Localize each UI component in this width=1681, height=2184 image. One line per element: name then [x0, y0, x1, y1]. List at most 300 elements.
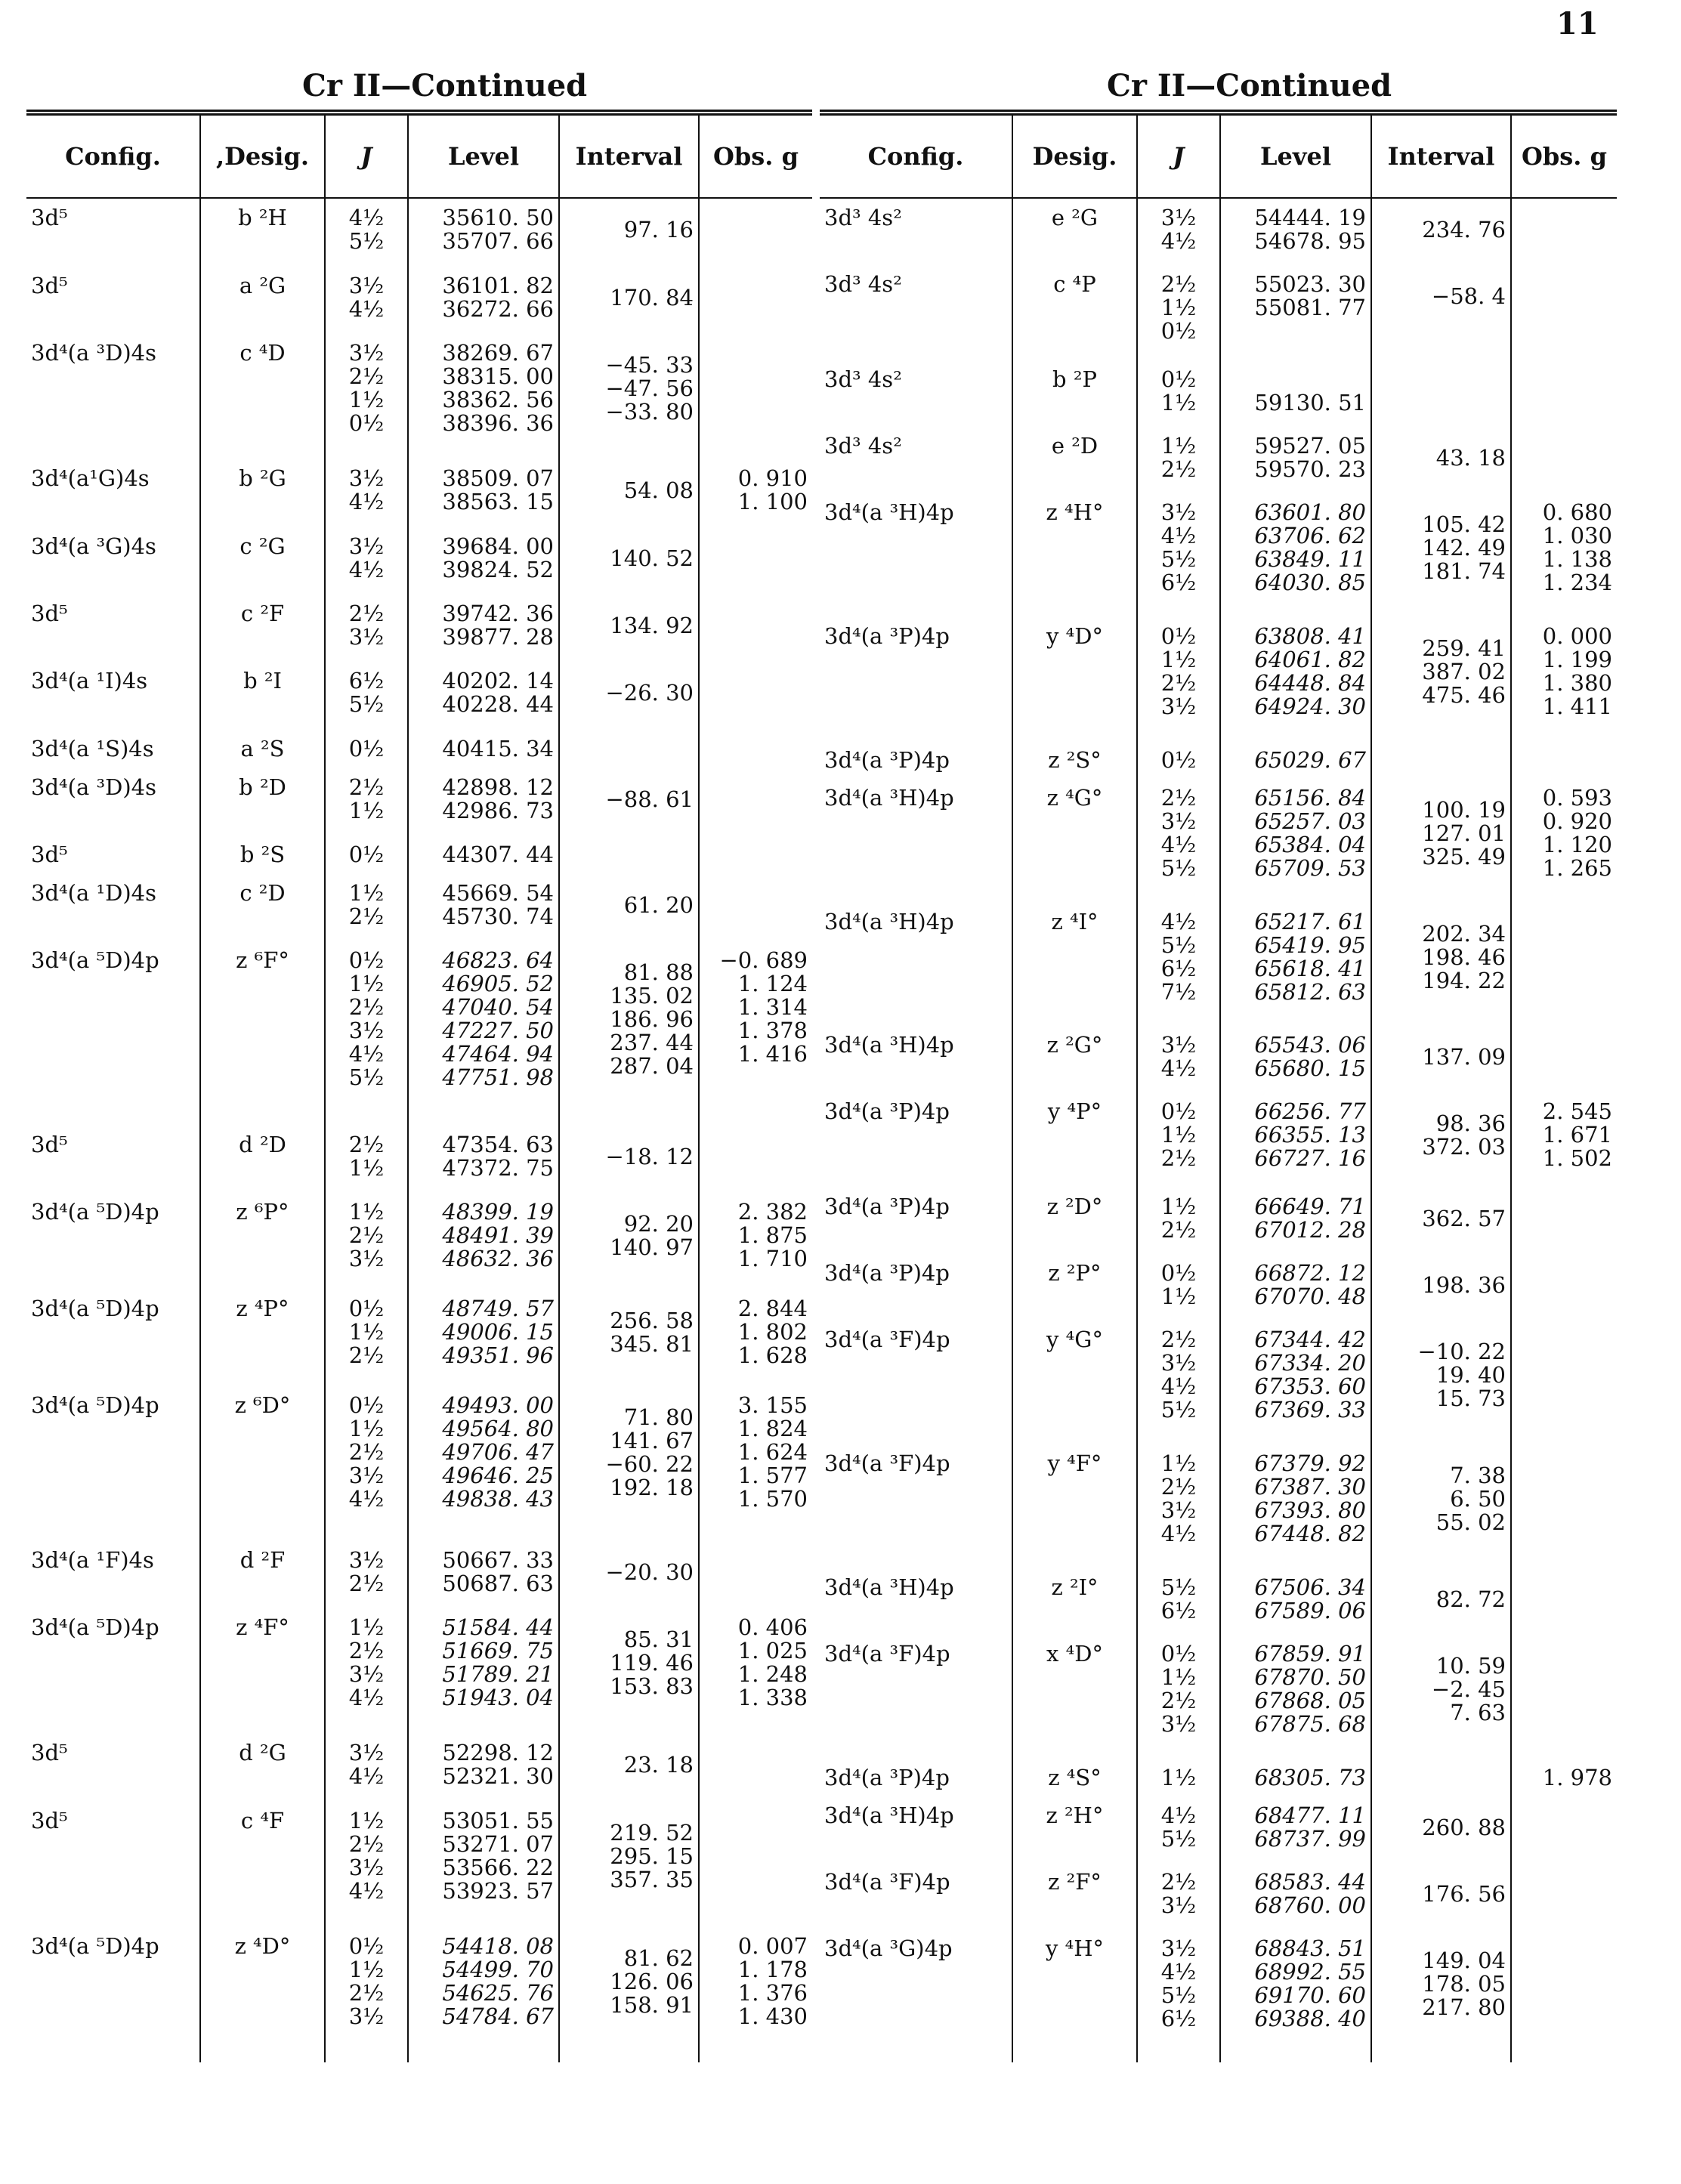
config-cell: 3d⁵ [31, 601, 68, 627]
j-value-cell: 0½ [325, 836, 408, 874]
table-row [26, 1541, 812, 1608]
table-row [820, 427, 1617, 493]
obs-g-cell [1511, 427, 1617, 493]
designation-cell: b ²G [200, 459, 325, 527]
config-cell: 3d⁵ [31, 205, 68, 230]
j-value-cell: 1½ 2½ [325, 874, 408, 941]
header-config: Config. [26, 115, 200, 199]
obs-g-cell [1511, 903, 1617, 1027]
obs-g-cell [1511, 1929, 1617, 2053]
config-cell: 3d⁴(a ⁵D)4p [31, 1933, 159, 1960]
j-value-cell: 2½ 3½ 4½ 5½ [1137, 779, 1220, 903]
table-row [820, 1635, 1617, 1759]
designation-cell: z ⁴H° [1012, 493, 1137, 617]
obs-g-cell: 0. 910 1. 100 [699, 459, 812, 527]
interval-cell: 362. 57 [1371, 1188, 1511, 1254]
designation-cell: c ²F [200, 595, 325, 662]
filler-cell [1220, 2053, 1371, 2062]
j-value-cell: 1½ 2½ 3½ 4½ [325, 1608, 408, 1734]
interval-cell [559, 730, 699, 768]
level-cell: 55023. 30 55081. 77 [1220, 265, 1371, 360]
j-value-cell: 1½ 2½ [1137, 427, 1220, 493]
table-row [26, 1193, 812, 1290]
obs-g-cell [1511, 1321, 1617, 1444]
config-cell: 3d⁵ [31, 1807, 68, 1833]
table-row [26, 1290, 812, 1386]
config-cell: 3d⁴(a ⁵D)4p [31, 1199, 159, 1225]
interval-cell: 149. 04 178. 05 217. 80 [1371, 1929, 1511, 2053]
designation-cell: b ²D [200, 768, 325, 836]
config-cell: 3d⁴(a ³D)4s [31, 774, 156, 800]
config-cell: 3d⁵ [31, 272, 68, 298]
level-cell: 44307. 44 [408, 836, 559, 874]
obs-g-cell [1511, 1796, 1617, 1863]
table-row [26, 730, 812, 768]
config-cell: 3d⁵ [31, 1740, 68, 1766]
level-cell: 38509. 07 38563. 15 [408, 459, 559, 527]
interval-cell [1371, 360, 1511, 427]
level-cell: 52298. 12 52321. 30 [408, 1734, 559, 1801]
header-obs-g: Obs. g [1511, 115, 1617, 199]
interval-cell: 54. 08 [559, 459, 699, 527]
designation-cell: z ⁴P° [200, 1290, 325, 1386]
level-cell: 36101. 82 36272. 66 [408, 267, 559, 334]
filler-cell [820, 2053, 1012, 2062]
interval-cell: 7. 38 6. 50 55. 02 [1371, 1444, 1511, 1568]
filler-cell [1012, 2053, 1137, 2062]
level-cell: 59527. 05 59570. 23 [1220, 427, 1371, 493]
j-value-cell: 0½ 1½ [1137, 1254, 1220, 1321]
j-value-cell: 0½ 1½ 2½ 3½ 4½ [325, 1386, 408, 1541]
table-row [820, 265, 1617, 360]
obs-g-cell [1511, 1188, 1617, 1254]
header-desig: Desig. [1012, 115, 1137, 199]
interval-cell: 61. 20 [559, 874, 699, 941]
level-cell: 66649. 71 67012. 28 [1220, 1188, 1371, 1254]
table-row [26, 662, 812, 729]
table-row [820, 617, 1617, 741]
header-desig: ,Desig. [200, 115, 325, 199]
header-interval: Interval [1371, 115, 1511, 199]
level-cell: 65029. 67 [1220, 741, 1371, 779]
config-cell: 3d³ 4s² [824, 271, 902, 298]
table-row [26, 267, 812, 334]
designation-cell: z ²G° [1012, 1026, 1137, 1092]
filler-cell [26, 2053, 200, 2062]
obs-g-cell: 3. 155 1. 824 1. 624 1. 577 1. 570 [699, 1386, 812, 1541]
interval-cell: 23. 18 [559, 1734, 699, 1801]
level-cell: 67506. 34 67589. 06 [1220, 1568, 1371, 1635]
config-cell: 3d⁴(a ³H)4p [824, 784, 954, 811]
obs-g-cell [1511, 198, 1617, 265]
table-row [820, 1254, 1617, 1321]
designation-cell: c ⁴F [200, 1802, 325, 1927]
j-value-cell: 3½ 4½ [1137, 1026, 1220, 1092]
config-cell: 3d⁴(a ⁵D)4p [31, 1295, 159, 1321]
table-row [26, 1802, 812, 1927]
config-cell: 3d⁴(a ⁵D)4p [31, 1614, 159, 1640]
config-cell: 3d⁴(a ³H)4p [824, 1802, 954, 1828]
interval-cell: 81. 62 126. 06 158. 91 [559, 1927, 699, 2053]
table-row [26, 1126, 812, 1193]
table-row [26, 1734, 812, 1801]
interval-cell: 202. 34 198. 46 194. 22 [1371, 903, 1511, 1027]
obs-g-cell: 0. 680 1. 030 1. 138 1. 234 [1511, 493, 1617, 617]
obs-g-cell [699, 768, 812, 836]
designation-cell: z ⁴S° [1012, 1759, 1137, 1796]
table-row [820, 1796, 1617, 1863]
level-cell: 66256. 77 66355. 13 66727. 16 [1220, 1092, 1371, 1188]
j-value-cell: 1½ 2½ [1137, 1188, 1220, 1254]
level-cell: 47354. 63 47372. 75 [408, 1126, 559, 1193]
interval-cell: −26. 30 [559, 662, 699, 729]
level-cell: 63808. 41 64061. 82 64448. 84 64924. 30 [1220, 617, 1371, 741]
designation-cell: z ²I° [1012, 1568, 1137, 1635]
obs-g-cell [699, 1541, 812, 1608]
designation-cell: x ⁴D° [1012, 1635, 1137, 1759]
table-row [820, 1092, 1617, 1188]
interval-cell [1371, 741, 1511, 779]
interval-cell: −45. 33 −47. 56 −33. 80 [559, 334, 699, 459]
obs-g-cell [699, 1734, 812, 1801]
interval-cell: 98. 36 372. 03 [1371, 1092, 1511, 1188]
obs-g-cell [1511, 265, 1617, 360]
table-row [26, 1608, 812, 1734]
filler-cell [325, 2053, 408, 2062]
designation-cell: a ²S [200, 730, 325, 768]
config-cell: 3d⁴(a ³G)4s [31, 533, 156, 559]
interval-cell: 71. 80 141. 67 −60. 22 192. 18 [559, 1386, 699, 1541]
designation-cell: c ²G [200, 527, 325, 595]
level-cell: 59130. 51 [1220, 360, 1371, 427]
designation-cell: z ²S° [1012, 741, 1137, 779]
obs-g-cell [1511, 1026, 1617, 1092]
obs-g-cell [1511, 1254, 1617, 1321]
obs-g-cell [699, 527, 812, 595]
j-value-cell: 3½ 4½ [325, 527, 408, 595]
config-cell: 3d⁴(a ¹S)4s [31, 735, 154, 761]
table-row [820, 1188, 1617, 1254]
obs-g-cell: 2. 382 1. 875 1. 710 [699, 1193, 812, 1290]
config-cell: 3d⁴(a ¹F)4s [31, 1546, 154, 1573]
config-cell: 3d⁴(a ⁵D)4p [31, 947, 159, 974]
header-level: Level [1220, 115, 1371, 199]
j-value-cell: 5½ 6½ [1137, 1568, 1220, 1635]
config-cell: 3d⁴(a ³H)4p [824, 908, 954, 934]
designation-cell: e ²D [1012, 427, 1137, 493]
interval-cell: 97. 16 [559, 198, 699, 267]
config-cell: 3d³ 4s² [824, 205, 902, 230]
table-row [820, 1568, 1617, 1635]
table-row [820, 903, 1617, 1027]
config-cell: 3d⁴(a ³H)4p [824, 499, 954, 526]
filler-cell [200, 2053, 325, 2062]
left-header-row [26, 115, 812, 199]
config-cell: 3d³ 4s² [824, 366, 902, 393]
table-row [26, 198, 812, 267]
table-row [820, 1026, 1617, 1092]
config-cell: 3d⁴(a ³F)4p [824, 1450, 950, 1477]
level-cell: 35610. 50 35707. 66 [408, 198, 559, 267]
interval-cell: 256. 58 345. 81 [559, 1290, 699, 1386]
j-value-cell: 2½ 1½ 0½ [1137, 265, 1220, 360]
table-row [26, 459, 812, 527]
designation-cell: z ⁴F° [200, 1608, 325, 1734]
j-value-cell: 2½ 1½ [325, 768, 408, 836]
level-cell: 68305. 73 [1220, 1759, 1371, 1796]
j-value-cell: 2½ 3½ [325, 595, 408, 662]
obs-g-cell [699, 595, 812, 662]
interval-cell: 10. 59 −2. 45 7. 63 [1371, 1635, 1511, 1759]
obs-g-cell [1511, 1568, 1617, 1635]
designation-cell: d ²D [200, 1126, 325, 1193]
config-cell: 3d⁴(a ³F)4p [824, 1868, 950, 1895]
designation-cell: z ⁶P° [200, 1193, 325, 1290]
j-value-cell: 0½ 1½ 2½ 3½ [1137, 617, 1220, 741]
level-cell: 68477. 11 68737. 99 [1220, 1796, 1371, 1863]
j-value-cell: 3½ 4½ [325, 459, 408, 527]
header-interval: Interval [559, 115, 699, 199]
j-value-cell: 0½ 1½ 2½ [325, 1290, 408, 1386]
level-cell: 67344. 42 67334. 20 67353. 60 67369. 33 [1220, 1321, 1371, 1444]
j-value-cell: 0½ 1½ 2½ 3½ 4½ 5½ [325, 941, 408, 1125]
j-value-cell: 3½ 2½ 1½ 0½ [325, 334, 408, 459]
level-cell: 46823. 64 46905. 52 47040. 54 47227. 50 47464. 94 47751. 98 [408, 941, 559, 1125]
level-cell: 51584. 44 51669. 75 51789. 21 51943. 04 [408, 1608, 559, 1734]
j-value-cell: 0½ [1137, 741, 1220, 779]
interval-cell: 219. 52 295. 15 357. 35 [559, 1802, 699, 1927]
filler-cell [1511, 2053, 1617, 2062]
obs-g-cell [699, 267, 812, 334]
left-top-rule [26, 110, 812, 112]
j-value-cell: 4½ 5½ 6½ 7½ [1137, 903, 1220, 1027]
j-value-cell: 4½ 5½ [1137, 1796, 1220, 1863]
config-cell: 3d⁵ [31, 1131, 68, 1157]
designation-cell: y ⁴F° [1012, 1444, 1137, 1568]
table-row [26, 527, 812, 595]
interval-cell: 176. 56 [1371, 1863, 1511, 1929]
interval-cell: 198. 36 [1371, 1254, 1511, 1321]
interval-cell: 134. 92 [559, 595, 699, 662]
j-value-cell: 1½ [1137, 1759, 1220, 1796]
interval-cell [559, 836, 699, 874]
obs-g-cell [1511, 741, 1617, 779]
interval-cell: −18. 12 [559, 1126, 699, 1193]
config-cell: 3d³ 4s² [824, 433, 902, 459]
interval-cell: −88. 61 [559, 768, 699, 836]
designation-cell: e ²G [1012, 198, 1137, 265]
config-cell: 3d⁴(a ³F)4p [824, 1640, 950, 1667]
designation-cell: c ⁴P [1012, 265, 1137, 360]
interval-cell [1371, 1759, 1511, 1796]
j-value-cell: 1½ 2½ 3½ 4½ [325, 1802, 408, 1927]
table-row [26, 874, 812, 941]
header-j: J [1137, 115, 1220, 199]
j-value-cell: 3½ 4½ [325, 267, 408, 334]
table-row [26, 1927, 812, 2053]
table-row [26, 941, 812, 1125]
j-value-cell: 3½ 4½ 5½ 6½ [1137, 493, 1220, 617]
j-value-cell: 4½ 5½ [325, 198, 408, 267]
header-level: Level [408, 115, 559, 199]
left-panel-title: Cr II—Continued [302, 68, 588, 103]
config-cell: 3d⁴(a¹G)4s [31, 465, 150, 492]
filler-cell [408, 2053, 559, 2062]
designation-cell: z ²F° [1012, 1863, 1137, 1929]
interval-cell: 140. 52 [559, 527, 699, 595]
obs-g-cell [699, 334, 812, 459]
level-cell: 48749. 57 49006. 15 49351. 96 [408, 1290, 559, 1386]
config-cell: 3d⁴(a ³P)4p [824, 1764, 950, 1790]
table-row [26, 334, 812, 459]
header-j: J [325, 115, 408, 199]
filler-cell [559, 2053, 699, 2062]
interval-cell: 234. 76 [1371, 198, 1511, 265]
level-cell: 67379. 92 67387. 30 67393. 80 67448. 82 [1220, 1444, 1371, 1568]
right-header-row [820, 115, 1617, 199]
table-filler-row [820, 2053, 1617, 2062]
obs-g-cell: 1. 978 [1511, 1759, 1617, 1796]
designation-cell: y ⁴G° [1012, 1321, 1137, 1444]
j-value-cell: 1½ 2½ 3½ 4½ [1137, 1444, 1220, 1568]
designation-cell: z ⁴D° [200, 1927, 325, 2053]
designation-cell: a ²G [200, 267, 325, 334]
page-number: 11 [1556, 6, 1599, 42]
config-cell: 3d⁴(a ³P)4p [824, 746, 950, 773]
obs-g-cell [699, 874, 812, 941]
designation-cell: b ²I [200, 662, 325, 729]
j-value-cell: 2½ 1½ [325, 1126, 408, 1193]
designation-cell: c ⁴D [200, 334, 325, 459]
interval-cell: 259. 41 387. 02 475. 46 [1371, 617, 1511, 741]
j-value-cell: 2½ 3½ 4½ 5½ [1137, 1321, 1220, 1444]
obs-g-cell [699, 730, 812, 768]
level-cell: 65156. 84 65257. 03 65384. 04 65709. 53 [1220, 779, 1371, 903]
j-value-cell: 2½ 3½ [1137, 1863, 1220, 1929]
filler-cell [1371, 2053, 1511, 2062]
level-cell: 39742. 36 39877. 28 [408, 595, 559, 662]
level-cell: 40202. 14 40228. 44 [408, 662, 559, 729]
right-top-rule [820, 110, 1617, 112]
interval-cell: 260. 88 [1371, 1796, 1511, 1863]
config-cell: 3d⁴(a ³F)4p [824, 1327, 950, 1353]
designation-cell: z ²D° [1012, 1188, 1137, 1254]
left-level-table [26, 113, 812, 2062]
level-cell: 45669. 54 45730. 74 [408, 874, 559, 941]
level-cell: 54418. 08 54499. 70 54625. 76 54784. 67 [408, 1927, 559, 2053]
config-cell: 3d⁴(a ⁵D)4p [31, 1392, 159, 1418]
designation-cell: d ²F [200, 1541, 325, 1608]
level-cell: 42898. 12 42986. 73 [408, 768, 559, 836]
level-cell: 53051. 55 53271. 07 53566. 22 53923. 57 [408, 1802, 559, 1927]
obs-g-cell: 2. 545 1. 671 1. 502 [1511, 1092, 1617, 1188]
designation-cell: b ²H [200, 198, 325, 267]
interval-cell: −58. 4 [1371, 265, 1511, 360]
designation-cell: y ⁴P° [1012, 1092, 1137, 1188]
j-value-cell: 0½ 1½ [1137, 360, 1220, 427]
level-cell: 38269. 67 38315. 00 38362. 56 38396. 36 [408, 334, 559, 459]
level-cell: 65543. 06 65680. 15 [1220, 1026, 1371, 1092]
obs-g-cell [699, 662, 812, 729]
table-row [820, 1863, 1617, 1929]
filler-cell [1137, 2053, 1220, 2062]
config-cell: 3d⁴(a ³P)4p [824, 1194, 950, 1220]
designation-cell: y ⁴H° [1012, 1929, 1137, 2053]
obs-g-cell [1511, 1863, 1617, 1929]
j-value-cell: 0½ [325, 730, 408, 768]
obs-g-cell [1511, 360, 1617, 427]
interval-cell: 43. 18 [1371, 427, 1511, 493]
header-config: Config. [820, 115, 1012, 199]
interval-cell: 85. 31 119. 46 153. 83 [559, 1608, 699, 1734]
config-cell: 3d⁴(a ³P)4p [824, 1260, 950, 1287]
designation-cell: d ²G [200, 1734, 325, 1801]
obs-g-cell [699, 836, 812, 874]
designation-cell: b ²S [200, 836, 325, 874]
interval-cell: 81. 88 135. 02 186. 96 237. 44 287. 04 [559, 941, 699, 1125]
j-value-cell: 3½ 4½ [325, 1734, 408, 1801]
interval-cell: 100. 19 127. 01 325. 49 [1371, 779, 1511, 903]
header-obs-g: Obs. g [699, 115, 812, 199]
interval-cell: 105. 42 142. 49 181. 74 [1371, 493, 1511, 617]
interval-cell: 170. 84 [559, 267, 699, 334]
table-row [820, 741, 1617, 779]
level-cell: 68583. 44 68760. 00 [1220, 1863, 1371, 1929]
j-value-cell: 3½ 4½ 5½ 6½ [1137, 1929, 1220, 2053]
table-row [820, 1929, 1617, 2053]
j-value-cell: 0½ 1½ 2½ 3½ [1137, 1635, 1220, 1759]
j-value-cell: 0½ 1½ 2½ 3½ [325, 1927, 408, 2053]
obs-g-cell [1511, 1635, 1617, 1759]
config-cell: 3d⁵ [31, 842, 68, 868]
level-cell: 48399. 19 48491. 39 48632. 36 [408, 1193, 559, 1290]
designation-cell: y ⁴D° [1012, 617, 1137, 741]
obs-g-cell [699, 1802, 812, 1927]
obs-g-cell: 0. 007 1. 178 1. 376 1. 430 [699, 1927, 812, 2053]
designation-cell: z ⁴G° [1012, 779, 1137, 903]
config-cell: 3d⁴(a ¹I)4s [31, 668, 148, 694]
obs-g-cell: 0. 593 0. 920 1. 120 1. 265 [1511, 779, 1617, 903]
designation-cell: c ²D [200, 874, 325, 941]
table-row [820, 1759, 1617, 1796]
table-row [26, 768, 812, 836]
interval-cell: 92. 20 140. 97 [559, 1193, 699, 1290]
designation-cell: z ⁴I° [1012, 903, 1137, 1027]
j-value-cell: 0½ 1½ 2½ [1137, 1092, 1220, 1188]
config-cell: 3d⁴(a ³H)4p [824, 1574, 954, 1600]
obs-g-cell: 0. 406 1. 025 1. 248 1. 338 [699, 1608, 812, 1734]
designation-cell: z ²H° [1012, 1796, 1137, 1863]
table-filler-row [26, 2053, 812, 2062]
designation-cell: z ²P° [1012, 1254, 1137, 1321]
obs-g-cell [699, 198, 812, 267]
level-cell: 63601. 80 63706. 62 63849. 11 64030. 85 [1220, 493, 1371, 617]
interval-cell: −10. 22 19. 40 15. 73 [1371, 1321, 1511, 1444]
j-value-cell: 3½ 4½ [1137, 198, 1220, 265]
config-cell: 3d⁴(a ³H)4p [824, 1032, 954, 1058]
filler-cell [699, 2053, 812, 2062]
right-level-table [820, 113, 1617, 2062]
interval-cell: −20. 30 [559, 1541, 699, 1608]
table-row [26, 595, 812, 662]
table-row [820, 198, 1617, 265]
level-cell: 39684. 00 39824. 52 [408, 527, 559, 595]
level-cell: 50667. 33 50687. 63 [408, 1541, 559, 1608]
table-row [820, 1321, 1617, 1444]
table-row [26, 836, 812, 874]
table-row [820, 360, 1617, 427]
designation-cell: z ⁶D° [200, 1386, 325, 1541]
